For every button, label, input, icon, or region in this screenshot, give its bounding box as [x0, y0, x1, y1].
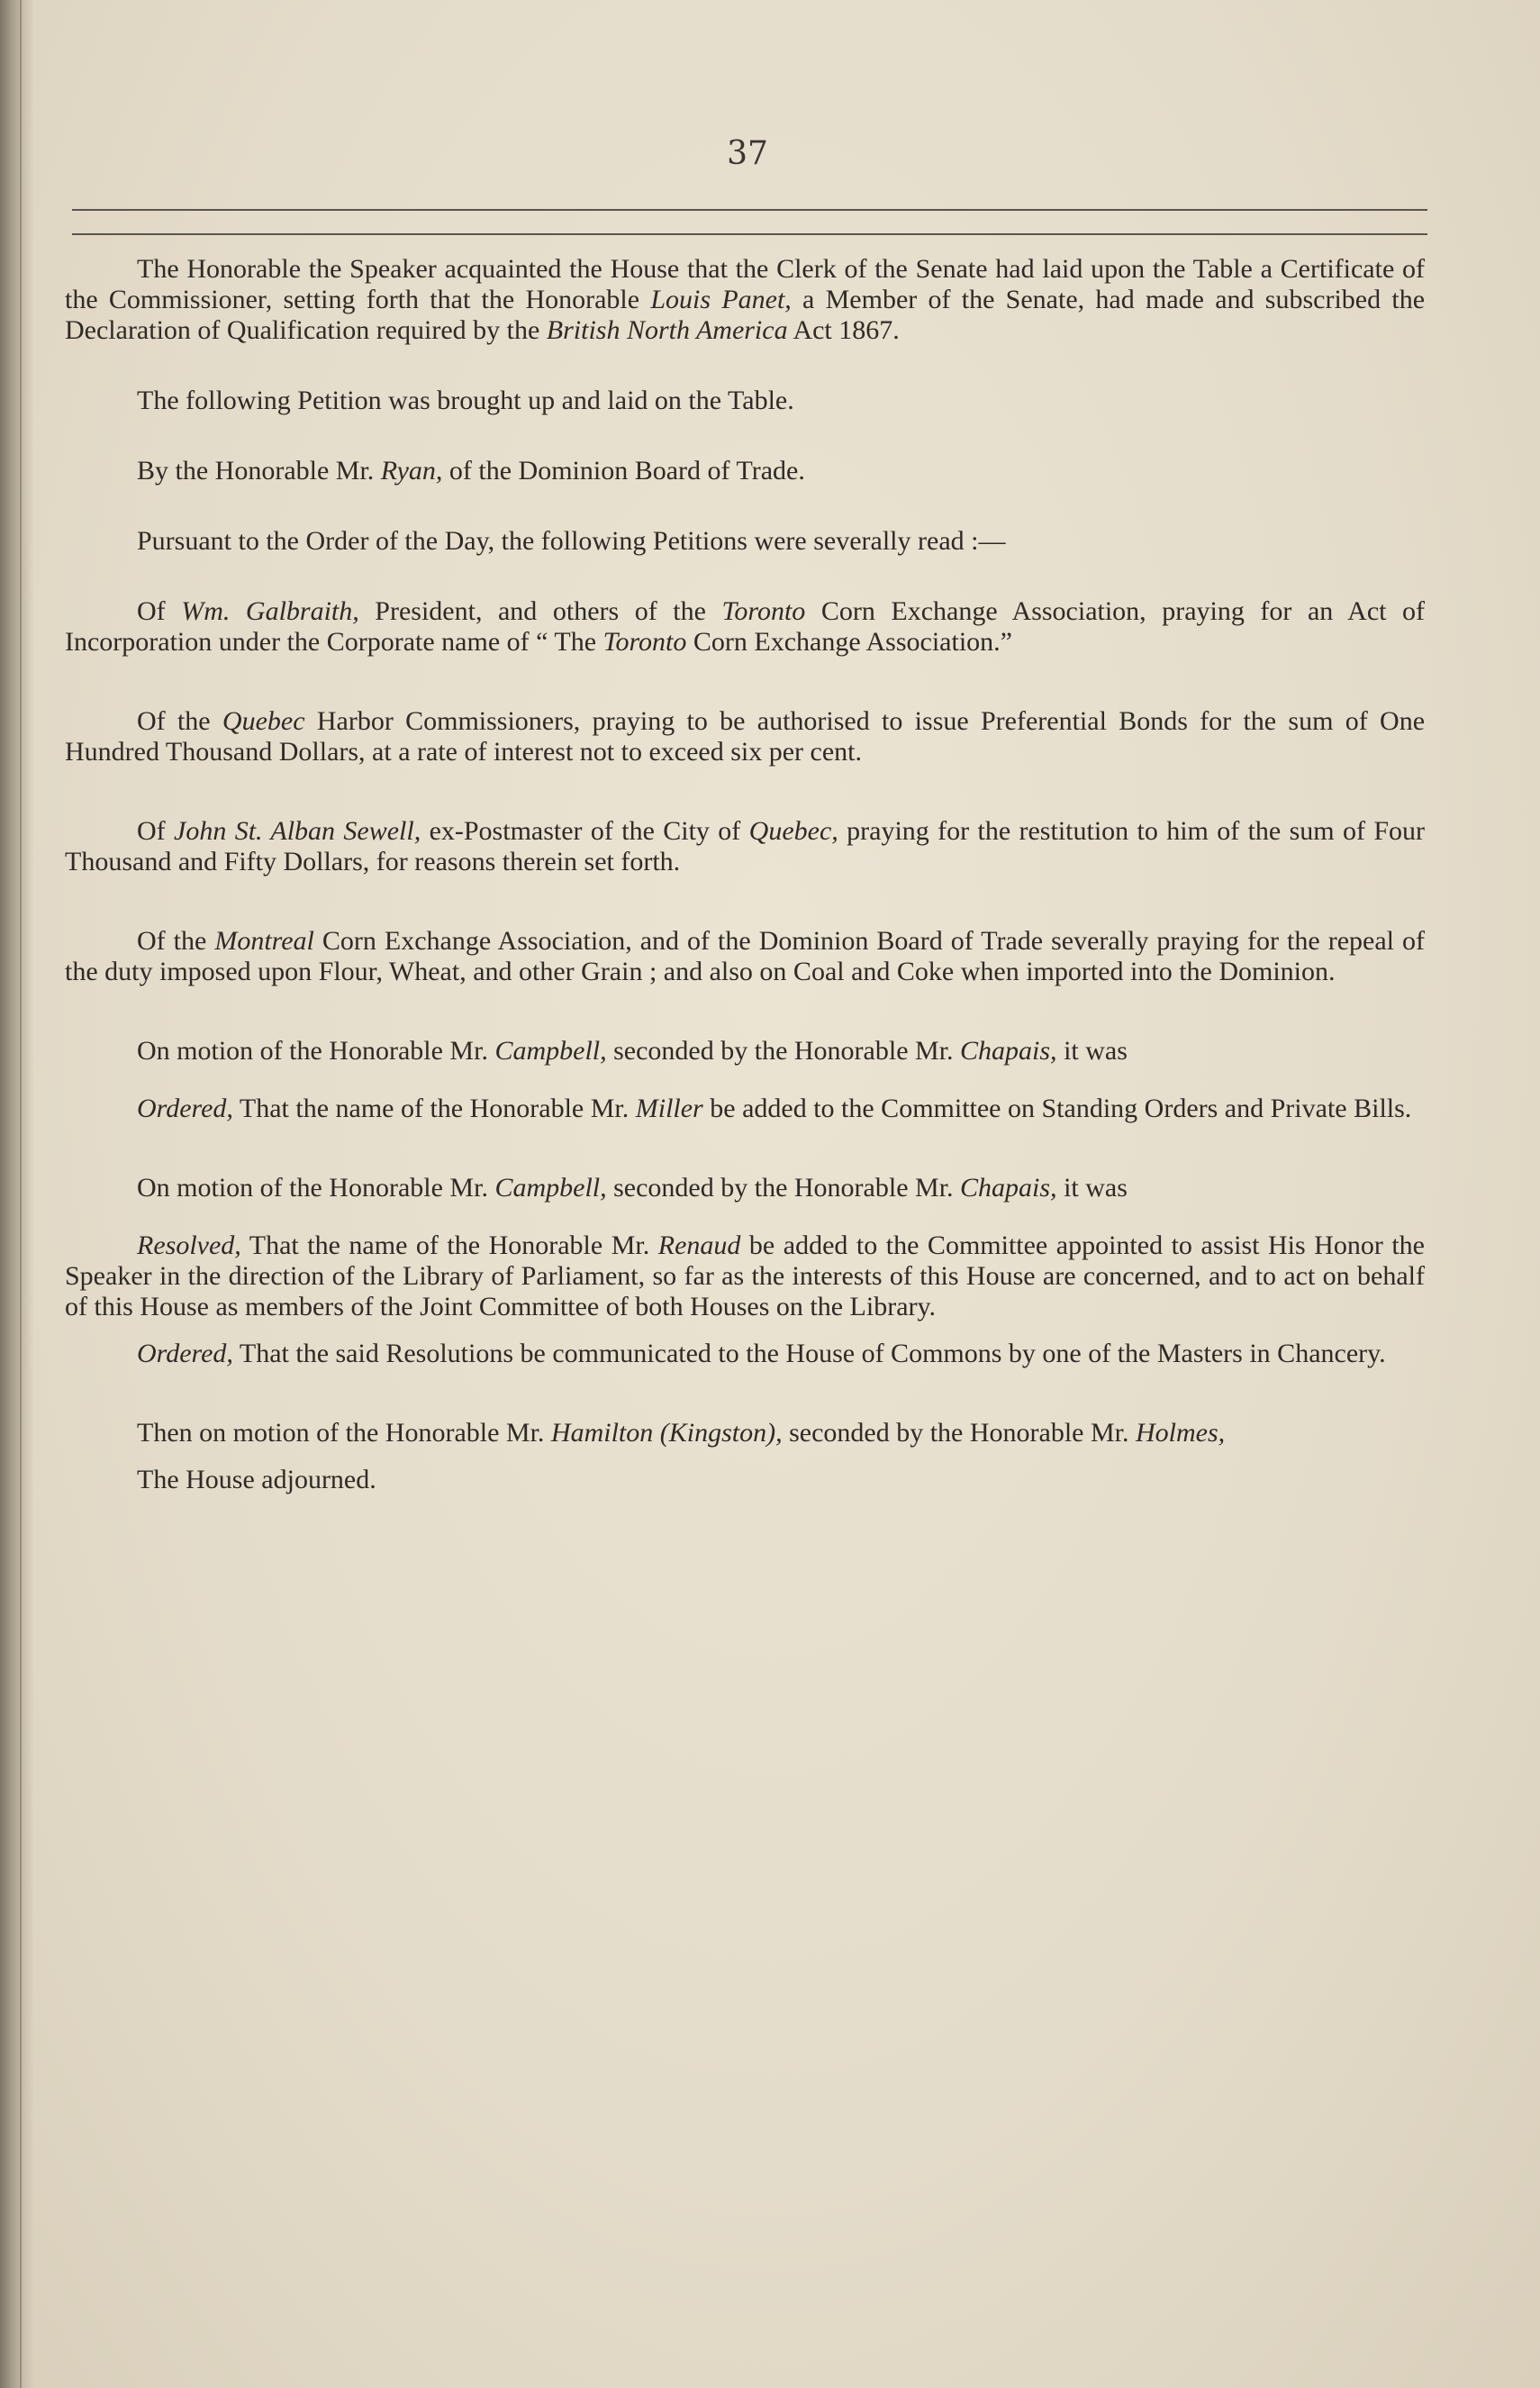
text-run: That the name of the Honorable Mr. [232, 1094, 636, 1123]
italic-name: Chapais, [960, 1036, 1057, 1066]
italic-place: Montreal [214, 926, 314, 956]
header-rule-top [72, 209, 1427, 211]
paragraph-motion-campbell-2 [65, 1173, 1425, 1203]
text-run: a Member of the Senate, had made and subscribed the Declaration of Qualification required by the [65, 285, 1426, 345]
italic-name: John St. Alban Sewell, [174, 816, 421, 846]
text-run: seconded by the Honorable Mr. [606, 1036, 961, 1066]
text-run: Of the [137, 926, 215, 956]
italic-name: Wm. Galbraith, [181, 596, 359, 626]
page-number: 37 [727, 135, 768, 172]
italic-keyword: Ordered, [137, 1094, 233, 1123]
text-run: That the said Resolutions be communicated to the House of Commons by one of the Masters in Chancery. [232, 1339, 1386, 1368]
italic-place: Toronto [721, 596, 806, 626]
text-run: seconded by the Honorable Mr. [782, 1418, 1136, 1448]
text-run: The following Petition was brought up and laid on the Table. [137, 386, 794, 415]
paragraph-petition-sewell [65, 816, 1425, 877]
italic-name: Miller [635, 1094, 703, 1123]
text-run: The House adjourned. [137, 1465, 376, 1494]
paragraph-speaker-certificate [65, 254, 1425, 346]
text-run: Of [137, 816, 175, 846]
paragraph-ordered-miller [65, 1094, 1425, 1124]
italic-name: Campbell, [494, 1173, 607, 1203]
paragraph-petition-by [65, 456, 1425, 486]
binding-gutter [0, 0, 34, 2388]
text-run: Of the [137, 706, 222, 736]
text-run: The Honorable the Speaker acquainted the House that the Clerk of the Senate had laid upon the Table a Certificate of the Commissioner, setting forth that the Honorable [65, 254, 1425, 314]
text-run: Harbor Commissioners, praying to be authorised to issue Preferential Bonds for the sum of One Hundred Thousand Dollars, at a rate of interest not to exceed six per cent. [65, 706, 1426, 767]
paragraph-petition-quebec-harbor [65, 706, 1425, 767]
italic-name: Louis Panet, [650, 285, 792, 314]
italic-name: Renaud [657, 1230, 741, 1260]
text-run: it was [1056, 1173, 1128, 1203]
text-run: That the name of the Honorable Mr. [240, 1230, 658, 1260]
italic-name: Chapais, [960, 1173, 1057, 1203]
header-rule-bottom [72, 233, 1427, 235]
italic-keyword: Resolved, [137, 1230, 241, 1260]
text-run: be added to the Committee on Standing Orders and Private Bills. [702, 1094, 1412, 1123]
text-run: Pursuant to the Order of the Day, the following Petitions were severally read :— [137, 526, 1006, 556]
text-run: ex-Postmaster of the City of [421, 816, 749, 846]
paragraph-petition-montreal [65, 926, 1425, 987]
text-run: President, and others of the [358, 596, 722, 626]
italic-place: Quebec, [748, 816, 838, 846]
journal-body [65, 254, 1425, 1495]
italic-name: Campbell, [494, 1036, 607, 1066]
text-run: seconded by the Honorable Mr. [606, 1173, 961, 1203]
text-run: it was [1056, 1036, 1128, 1066]
text-run: Corn Exchange Association, praying for an Act of Incorporation under the Corporate name of “ The [65, 596, 1426, 657]
paragraph-order-of-day [65, 526, 1425, 557]
text-run: Then on motion of the Honorable Mr. [137, 1418, 551, 1448]
paragraph-motion-hamilton [65, 1418, 1425, 1448]
text-run: Corn Exchange Association.” [686, 627, 1012, 657]
binding-edge-line [20, 0, 22, 2388]
text-run: By the Honorable Mr. [137, 456, 381, 486]
paragraph-petition-galbraith [65, 596, 1425, 658]
paragraph-motion-campbell-1 [65, 1036, 1425, 1067]
text-run: Act 1867. [787, 315, 900, 345]
paragraph-ordered-communicated [65, 1339, 1425, 1369]
italic-keyword: Ordered, [137, 1339, 233, 1368]
italic-act-name: British North America [546, 315, 788, 345]
italic-name: Ryan, [380, 456, 443, 486]
paragraph-house-adjourned [65, 1465, 1425, 1495]
text-run: On motion of the Honorable Mr. [137, 1173, 495, 1203]
paragraph-petition-brought-up [65, 386, 1425, 416]
paragraph-resolved-renaud [65, 1230, 1425, 1322]
text-run: praying for the restitution to him of the sum of Four Thousand and Fifty Dollars, for reasons therein set forth. [65, 816, 1426, 876]
text-run: be added to the Committee appointed to assist His Honor the Speaker in the direction of the Library of Parliament, so far as the interests of this House are concerned, and to act on behalf of this House as members of the Joint Committee of both Houses on the Library. [65, 1230, 1425, 1321]
italic-name: Holmes, [1136, 1418, 1226, 1448]
text-run: Corn Exchange Association, and of the Dominion Board of Trade severally praying for the repeal of the duty imposed upon Flour, Wheat, and other Grain ; and also on Coal and Coke when imported into the Dominion. [65, 926, 1425, 986]
text-run: Of [137, 596, 182, 626]
italic-name: Hamilton (Kingston), [550, 1418, 783, 1448]
italic-place: Quebec [222, 706, 305, 736]
text-run: On motion of the Honorable Mr. [137, 1036, 495, 1066]
italic-place: Toronto [602, 627, 687, 657]
text-run: of the Dominion Board of Trade. [442, 456, 805, 486]
